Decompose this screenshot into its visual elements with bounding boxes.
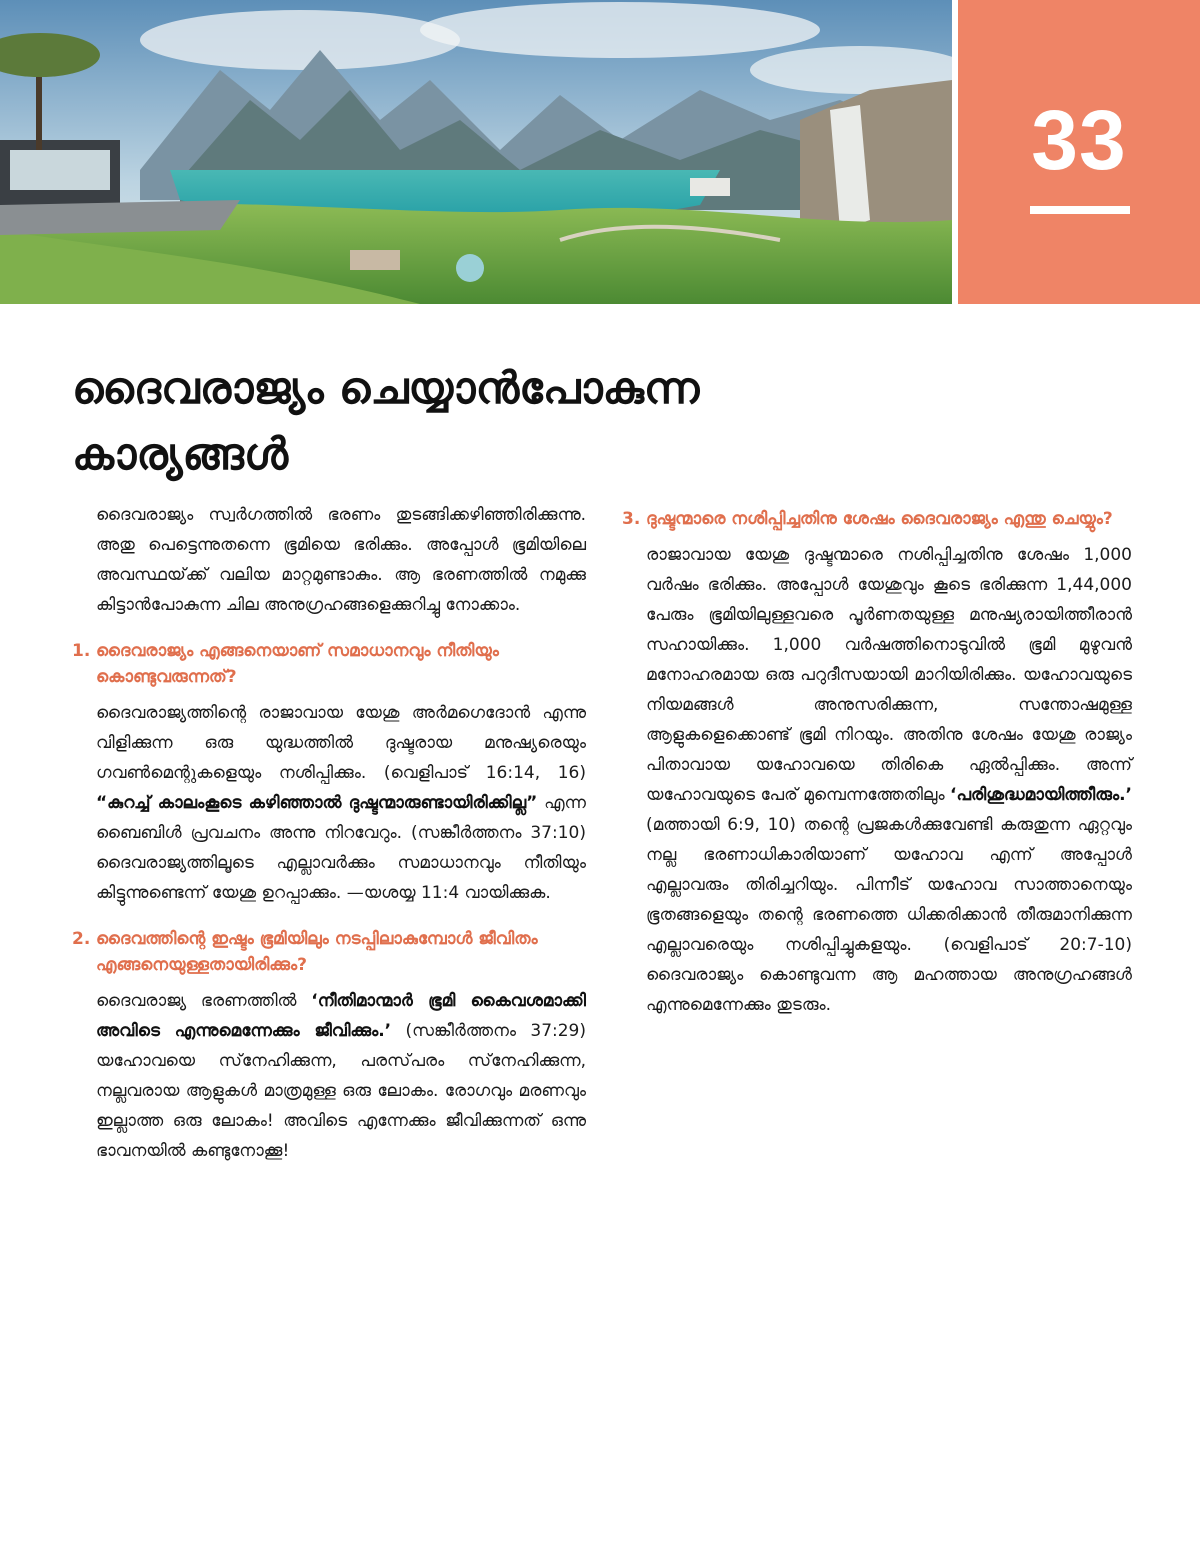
section-1-question-text: ദൈവരാജ്യം എങ്ങനെയാണ്‌ സമാധാനവും നീതിയും കൊണ്ടുവരുന്നത്‌? <box>96 641 499 687</box>
section-2-number: 2. <box>72 929 91 949</box>
section-2-text-b: (സങ്കീർത്തനം 37:29) യഹോവയെ സ്‌നേഹിക്കുന്ന, പരസ്‌പരം സ്‌നേഹിക്കുന്ന, നല്ലവരായ ആളുകൾ മാത്രമുള്ള ഒരു ലോകം. രോഗവും മരണവും ഇല്ലാത്ത ഒരു ലോകം! അവിടെ എന്നേക്കും ജീവിക്കുന്നത്‌ ഒന്നു ഭാവനയിൽ കണ്ടുനോക്കൂ! <box>96 1021 586 1161</box>
section-2-question-text: ദൈവത്തിന്റെ ഇഷ്ടം ഭൂമിയിലും നടപ്പിലാകുമ്പോൾ ജീവിതം എങ്ങനെയുള്ളതായിരിക്കും? <box>96 929 538 975</box>
section-1-question <box>72 638 586 690</box>
section-3-paragraph <box>646 540 1132 1020</box>
section-3-quote: ‘പരിശുദ്ധമായിത്തീരും.’ <box>950 785 1132 805</box>
page-title: ദൈവരാജ്യം ചെയ്യാൻപോകുന്ന കാര്യങ്ങൾ <box>72 363 700 480</box>
section-2-quote: ‘നീതിമാന്മാർ ഭൂമി കൈവശമാക്കി അവിടെ എന്നുമെന്നേക്കും ജീവിക്കും.’ <box>96 991 586 1041</box>
section-1-number: 1. <box>72 641 91 661</box>
banner-image <box>0 0 952 304</box>
section-3-text-a: രാജാവായ യേശു ദുഷ്ടന്മാരെ നശിപ്പിച്ചതിനു ശേഷം 1,000 വർഷം ഭരിക്കും. അപ്പോൾ യേശുവും കൂടെ ഭരിക്കുന്ന 1,44,000 പേരും ഭൂമിയിലുള്ളവരെ പൂർണതയുള്ള മനുഷ്യരായിത്തീരാൻ സഹായിക്കും. 1,000 വർഷത്തിനൊടുവിൽ ഭൂമി മുഴുവൻ മനോഹരമായ ഒരു പറുദീസയായി മാറിയിരിക്കും. യഹോവയുടെ നിയമങ്ങൾ അനുസരിക്കുന്ന, സന്തോഷമുള്ള ആളുകളെക്കൊണ്ട്‌ ഭൂമി നിറയും. അതിനു ശേഷം യേശു രാജ്യം പിതാവായ യഹോവയെ തിരികെ ഏൽപ്പിക്കും. അന്ന്‌ യഹോവയുടെ പേര്‌ മുമ്പെന്നത്തേതിലും <box>646 545 1132 805</box>
section-1-quote: “കുറച്ച്‌ കാലംകൂടെ കഴിഞ്ഞാൽ ദുഷ്ടന്മാരുണ്ടായിരിക്കില്ല” <box>96 793 538 813</box>
lesson-number: 33 <box>1031 93 1127 187</box>
section-1-paragraph <box>96 698 586 908</box>
section-3-question <box>622 506 1132 532</box>
section-2-text-a: ദൈവരാജ്യ ഭരണത്തിൽ <box>96 991 312 1011</box>
lesson-badge <box>958 0 1200 304</box>
section-2-paragraph <box>96 986 586 1166</box>
paradise-landscape-illustration <box>0 0 952 304</box>
badge-underline <box>1030 206 1130 214</box>
section-2-question <box>72 926 586 978</box>
section-3-question-text: ദുഷ്ടന്മാരെ നശിപ്പിച്ചതിനു ശേഷം ദൈവരാജ്യം എന്തു ചെയ്യും? <box>646 509 1113 529</box>
left-column <box>72 500 586 1166</box>
right-column <box>622 500 1132 1020</box>
section-3-text-b: (മത്തായി 6:9, 10) തന്റെ പ്രജകൾക്കുവേണ്ടി കരുതുന്ന ഏറ്റവും നല്ല ഭരണാധികാരിയാണ്‌ യഹോവ എന്ന്‌ അപ്പോൾ എല്ലാവരും തിരിച്ചറിയും. പിന്നീട്‌ യഹോവ സാത്താനെയും ഭൂതങ്ങളെയും തന്റെ ഭരണത്തെ ധിക്കരിക്കാൻ തീരുമാനിക്കുന്ന എല്ലാവരെയും നശിപ്പിച്ചുകളയും. (വെളിപാട്‌ 20:7-10) ദൈവരാജ്യം കൊണ്ടുവന്ന ആ മഹത്തായ അനുഗ്രഹങ്ങൾ എന്നുമെന്നേക്കും തുടരും. <box>646 815 1132 1015</box>
section-1-text-b: എന്ന ബൈബിൾ പ്രവചനം അന്നു നിറവേറും. (സങ്കീർത്തനം 37:10) ദൈവരാജ്യത്തിലൂടെ എല്ലാവർക്കും സമാധാനവും നീതിയും കിട്ടുന്നുണ്ടെന്ന്‌ യേശു ഉറപ്പാക്കും. —യശയ്യ 11:4 വായിക്കുക. <box>96 793 586 903</box>
section-3-number: 3. <box>622 509 641 529</box>
intro-paragraph: ദൈവരാജ്യം സ്വർഗത്തിൽ ഭരണം തുടങ്ങിക്കഴിഞ്ഞിരിക്കുന്നു. അതു പെട്ടെന്നുതന്നെ ഭൂമിയെ ഭരിക്കും. അപ്പോൾ ഭൂമിയിലെ അവസ്ഥയ്‌ക്ക്‌ വലിയ മാറ്റമുണ്ടാകും. ആ ഭരണത്തിൽ നമുക്കു കിട്ടാൻപോകുന്ന ചില അനുഗ്രഹങ്ങളെക്കുറിച്ചു നോക്കാം. <box>96 505 586 615</box>
section-1-text-a: ദൈവരാജ്യത്തിന്റെ രാജാവായ യേശു അർമഗെദോൻ എന്നു വിളിക്കുന്ന ഒരു യുദ്ധത്തിൽ ദുഷ്ടരായ മനുഷ്യരെയും ഗവൺമെന്റുകളെയും നശിപ്പിക്കും. (വെളിപാട്‌ 16:14, 16) <box>96 703 586 783</box>
